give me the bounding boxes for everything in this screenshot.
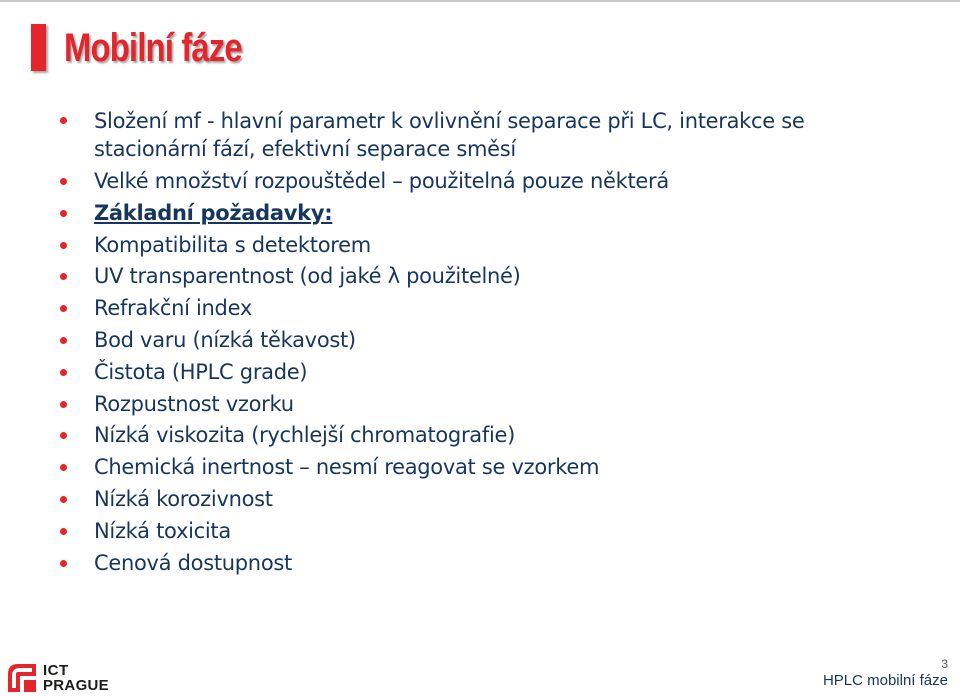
bullet-item <box>60 293 920 325</box>
bullet-text: Velké množství rozpouštědel – použitelná pouze některá <box>94 169 669 193</box>
red-dot-icon <box>60 210 67 217</box>
red-dot-icon <box>60 305 67 312</box>
bullet-text: Kompatibilita s detektorem <box>94 232 371 257</box>
red-dot-icon <box>60 528 67 535</box>
red-dot-icon <box>60 178 67 185</box>
red-dot-icon <box>60 560 67 567</box>
bullet-text: UV transparentnost (od jaké λ použitelné) <box>94 264 521 289</box>
red-dot-icon <box>60 242 67 249</box>
red-dot-icon <box>60 464 67 471</box>
bullet-text: Čistota (HPLC grade) <box>94 359 308 384</box>
red-dot-icon <box>60 273 67 280</box>
footer-title: HPLC mobilní fáze <box>822 672 948 689</box>
bullet-item <box>60 325 920 357</box>
bullet-text: Nízká korozivnost <box>94 486 273 511</box>
bullet-item <box>60 389 920 421</box>
bullet-item <box>60 516 920 548</box>
bullet-list <box>60 107 920 579</box>
bullet-item <box>60 230 920 262</box>
top-divider <box>0 0 960 2</box>
red-dot-icon <box>60 117 67 124</box>
bullet-item <box>60 452 920 484</box>
bullet-text: Rozpustnost vzorku <box>94 391 294 416</box>
red-dot-icon <box>60 401 67 408</box>
bullet-item <box>60 261 920 293</box>
red-dot-icon <box>60 496 67 503</box>
bullet-text: Refrakční index <box>94 296 252 321</box>
bullet-item <box>60 198 920 230</box>
bullet-item <box>60 484 920 516</box>
bullet-text: Chemická inertnost – nesmí reagovat se vzorkem <box>94 455 600 480</box>
red-dot-icon <box>60 369 67 376</box>
bullet-item <box>60 107 854 166</box>
red-dot-icon <box>60 337 67 344</box>
bullet-item <box>60 166 920 198</box>
bullet-text: Základní požadavky: <box>94 200 333 225</box>
bullet-item <box>60 420 920 452</box>
red-dot-icon <box>60 432 67 439</box>
ict-prague-logo-icon <box>6 662 38 694</box>
bullet-text: Nízká viskozita (rychlejší chromatografie) <box>94 423 516 448</box>
logo-line-ict: ICT <box>43 662 69 679</box>
bullet-text: Složení mf - hlavní parametr k ovlivnění separace při LC, interakce se stacionární fází, efektivní separace směsí <box>94 109 805 161</box>
logo-text <box>43 663 109 693</box>
title-accent-bar <box>31 24 46 71</box>
page-number: 3 <box>941 657 948 671</box>
bullet-item <box>60 357 920 389</box>
bullet-text: Cenová dostupnost <box>94 550 292 575</box>
bullet-item <box>60 548 920 580</box>
ict-prague-logo <box>6 660 126 696</box>
bullet-text: Nízká toxicita <box>94 518 231 543</box>
logo-line-prague: PRAGUE <box>43 677 109 694</box>
slide-title: Mobilní fáze <box>64 26 242 70</box>
bullet-text: Bod varu (nízká těkavost) <box>94 327 356 352</box>
